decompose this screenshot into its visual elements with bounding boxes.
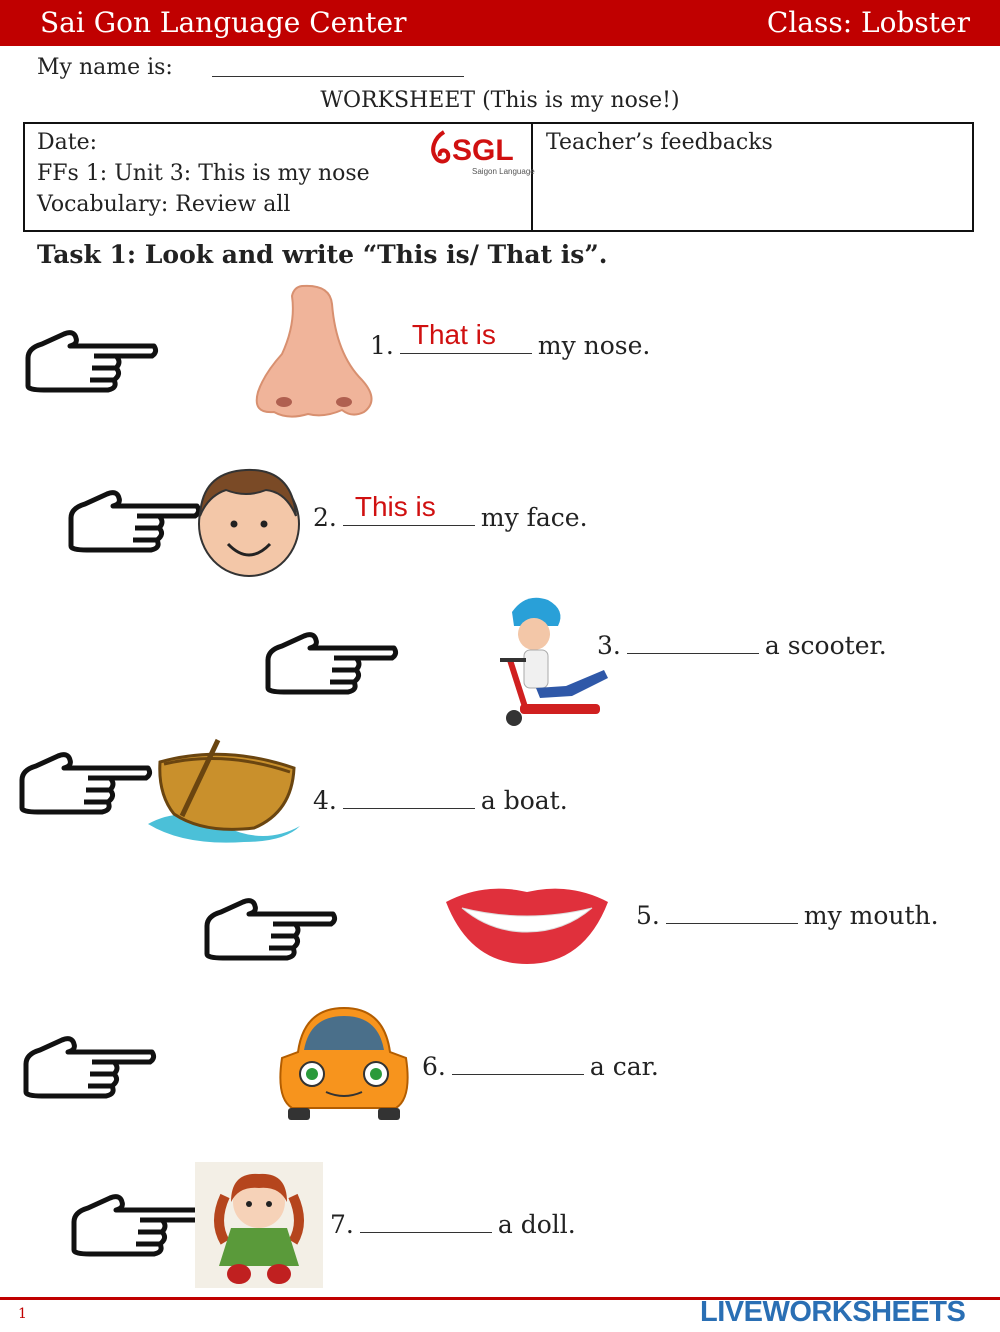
- answer-text: This is: [354, 491, 436, 522]
- class-name: Class: Lobster: [766, 6, 970, 39]
- logo-subtext: Saigon Language: [472, 167, 535, 176]
- scooter-boy-icon: [496, 592, 626, 732]
- pointing-hand-icon: [24, 326, 158, 394]
- answer-blank[interactable]: [666, 901, 798, 924]
- pointing-hand-icon: [67, 488, 201, 554]
- nose-icon: [252, 284, 380, 420]
- face-icon: [196, 462, 302, 578]
- answer-blank[interactable]: [400, 319, 532, 354]
- question-4: [313, 786, 568, 815]
- teacher-feedback-label: Teacher’s feedbacks: [546, 130, 773, 155]
- pointing-hand-icon: [264, 630, 398, 696]
- question-text: a car.: [589, 1052, 659, 1081]
- question-3: [597, 631, 887, 660]
- question-number: 2.: [313, 503, 337, 532]
- question-text: my mouth.: [803, 901, 939, 930]
- pointing-hand-icon: [18, 750, 152, 816]
- worksheet-title: WORKSHEET (This is my nose!): [320, 88, 680, 113]
- boat-icon: [144, 734, 304, 846]
- question-number: 1.: [370, 331, 394, 360]
- question-text: my nose.: [537, 331, 651, 360]
- question-5: [636, 901, 939, 930]
- pointing-hand-icon: [203, 896, 337, 962]
- header-bar: [0, 0, 1000, 46]
- question-number: 7.: [330, 1210, 354, 1239]
- sgl-logo-mark: [428, 128, 535, 178]
- question-text: my face.: [480, 503, 588, 532]
- question-text: a scooter.: [764, 631, 887, 660]
- sgl-logo: [428, 128, 535, 178]
- question-text: a boat.: [480, 786, 568, 815]
- page-number: 1: [18, 1306, 27, 1322]
- answer-text: That is: [411, 319, 496, 350]
- question-number: 3.: [597, 631, 621, 660]
- task-1-heading: Task 1: Look and write “This is/ That is”.: [37, 240, 608, 269]
- logo-text: SGL: [452, 134, 514, 167]
- car-icon: [274, 1004, 414, 1122]
- question-number: 4.: [313, 786, 337, 815]
- name-input-line[interactable]: [212, 76, 464, 77]
- question-number: 5.: [636, 901, 660, 930]
- question-1: [370, 319, 651, 360]
- liveworksheets-brand: LIVEWORKSHEETS: [700, 1296, 966, 1328]
- unit-label: FFs 1: Unit 3: This is my nose: [37, 161, 370, 186]
- question-text: a doll.: [497, 1210, 576, 1239]
- question-7: [330, 1210, 576, 1239]
- date-label: Date:: [37, 130, 98, 155]
- doll-icon: [195, 1162, 323, 1288]
- pointing-hand-icon: [70, 1192, 204, 1258]
- pointing-hand-icon: [22, 1034, 156, 1100]
- mouth-icon: [444, 880, 610, 966]
- answer-blank[interactable]: [343, 786, 475, 809]
- answer-blank[interactable]: [627, 631, 759, 654]
- name-label: My name is:: [37, 55, 173, 80]
- answer-blank[interactable]: [343, 491, 475, 526]
- question-number: 6.: [422, 1052, 446, 1081]
- vocabulary-label: Vocabulary: Review all: [37, 192, 291, 217]
- question-6: [422, 1052, 659, 1081]
- answer-blank[interactable]: [452, 1052, 584, 1075]
- question-2: [313, 491, 588, 532]
- answer-blank[interactable]: [360, 1210, 492, 1233]
- school-name: Sai Gon Language Center: [40, 6, 407, 39]
